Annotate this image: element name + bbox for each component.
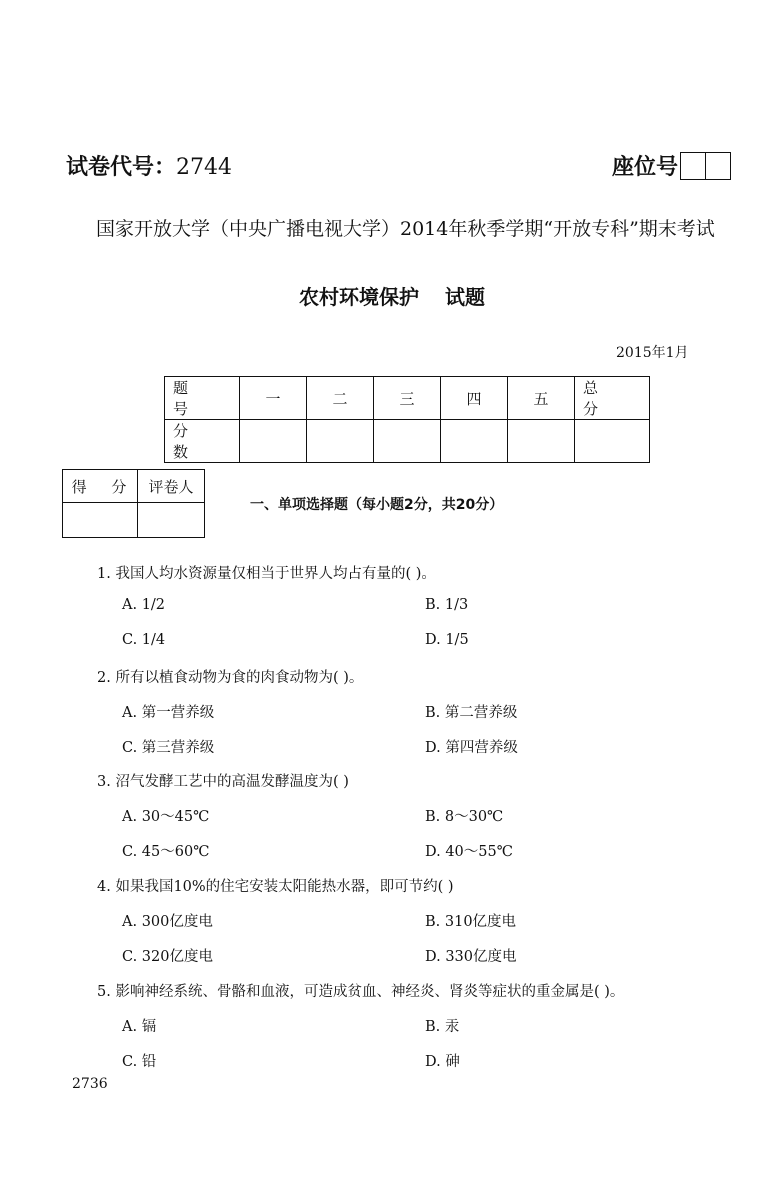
question-option: B. 8～30℃ xyxy=(425,809,504,825)
question-option: B. 1/3 xyxy=(425,597,469,613)
subject-name: 农村环境保护 xyxy=(299,285,419,309)
score-header-cell: 五 xyxy=(508,377,575,420)
question-option: C. 320亿度电 xyxy=(122,949,213,965)
score-cell xyxy=(508,420,575,463)
grader-score-label: 得 分 xyxy=(63,470,138,503)
question-stem: 3. 沼气发酵工艺中的高温发酵温度为( ) xyxy=(97,774,349,790)
paper-code-value: 2744 xyxy=(176,155,233,180)
page-number: 2736 xyxy=(72,1076,108,1092)
question-option: C. 45～60℃ xyxy=(122,844,210,860)
question-option: D. 砷 xyxy=(425,1054,460,1070)
question-option: D. 40～55℃ xyxy=(425,844,513,860)
question-option: D. 1/5 xyxy=(425,632,469,648)
question-option: B. 第二营养级 xyxy=(425,705,518,721)
exam-title: 国家开放大学（中央广播电视大学）2014年秋季学期“开放专科”期末考试 xyxy=(96,218,715,240)
score-header-cell: 题 号 xyxy=(165,377,240,420)
paper-code-label: 试卷代号： xyxy=(66,155,177,180)
score-header-cell: 四 xyxy=(441,377,508,420)
question-option: C. 第三营养级 xyxy=(122,740,215,756)
seat-number xyxy=(612,150,731,181)
question-option: C. 铅 xyxy=(122,1054,157,1070)
grader-name-label: 评卷人 xyxy=(138,470,205,503)
grader-score-cell xyxy=(63,503,138,538)
question-option: C. 1/4 xyxy=(122,632,166,648)
question-stem: 5. 影响神经系统、骨骼和血液，可造成贫血、神经炎、肾炎等症状的重金属是( )。 xyxy=(97,984,625,1000)
question-option: A. 镉 xyxy=(122,1019,157,1035)
section-title: 一、单项选择题（每小题2分，共20分） xyxy=(250,497,504,513)
score-row-label: 分 数 xyxy=(165,420,240,463)
score-table-value-row xyxy=(165,420,650,463)
score-cell xyxy=(441,420,508,463)
seat-number-boxes xyxy=(680,152,731,180)
question-option: A. 300亿度电 xyxy=(122,914,213,930)
score-header-cell: 一 xyxy=(240,377,307,420)
score-cell xyxy=(575,420,650,463)
question-option: A. 1/2 xyxy=(122,597,166,613)
score-cell xyxy=(240,420,307,463)
score-header-cell: 总 分 xyxy=(575,377,650,420)
question-stem: 4. 如果我国10%的住宅安装太阳能热水器，即可节约( ) xyxy=(97,879,454,895)
subject-title xyxy=(0,281,784,310)
paper-code xyxy=(66,150,232,181)
score-header-cell: 三 xyxy=(374,377,441,420)
grader-name-cell xyxy=(138,503,205,538)
score-table xyxy=(164,376,650,463)
question-stem: 2. 所有以植食动物为食的肉食动物为( )。 xyxy=(97,670,364,686)
question-option: D. 第四营养级 xyxy=(425,740,518,756)
question-option: B. 310亿度电 xyxy=(425,914,517,930)
exam-date: 2015年1月 xyxy=(616,345,689,361)
score-cell xyxy=(374,420,441,463)
question-option: A. 第一营养级 xyxy=(122,705,215,721)
question-option: A. 30～45℃ xyxy=(122,809,210,825)
question-option: B. 汞 xyxy=(425,1019,460,1035)
grader-table xyxy=(62,469,205,538)
subject-suffix: 试题 xyxy=(445,285,485,309)
score-table-header-row xyxy=(165,377,650,420)
score-cell xyxy=(307,420,374,463)
seat-number-label: 座位号 xyxy=(612,155,679,180)
question-option: D. 330亿度电 xyxy=(425,949,517,965)
score-header-cell: 二 xyxy=(307,377,374,420)
question-stem: 1. 我国人均水资源量仅相当于世界人均占有量的( )。 xyxy=(97,566,436,582)
